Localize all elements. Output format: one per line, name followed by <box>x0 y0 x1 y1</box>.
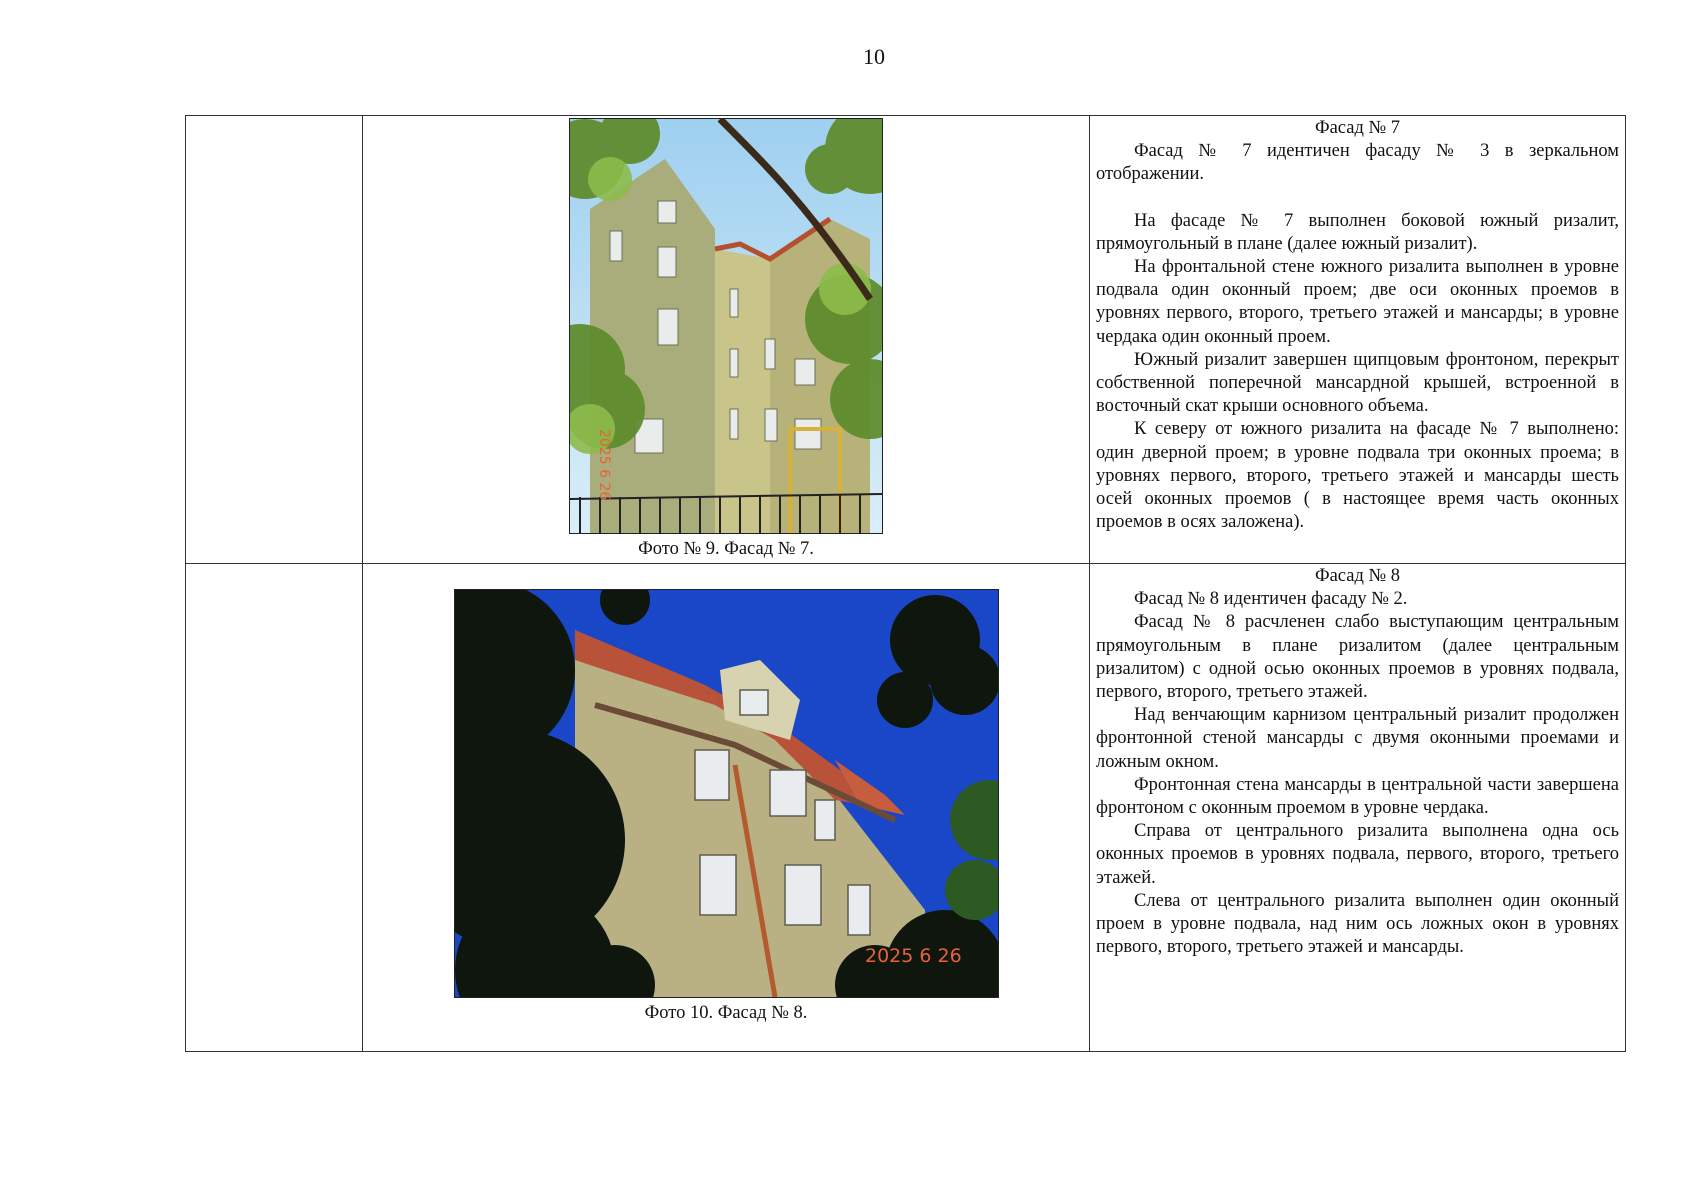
facade-7-photo <box>569 118 883 534</box>
paragraph: Южный ризалит завершен щипцовым фронтоном, перекрыт собственной поперечной мансардной крышей, встроенной в восточный скат крыши основного объема. <box>1096 349 1619 417</box>
paragraph: На фронтальной стене южного ризалита выполнен в уровне подвала один оконный проем; две оси оконных проемов в уровнях первого, второго, третьего этажей и мансарды; в уровне чердака один оконный проем. <box>1096 257 1619 347</box>
paragraph: Фасад № 8 расчленен слабо выступающим центральным прямоугольным в плане ризалитом (далее центральным ризалитом) с одной осью оконных проемов в уровнях подвала, первого, второго, третьего этажей. <box>1096 612 1619 703</box>
description-cell <box>1090 116 1626 564</box>
paragraph: Справа от центрального ризалита выполнена одна ось оконных проемов в уровнях подвала, первого, второго, третьего этажей. <box>1096 821 1619 888</box>
empty-cell <box>186 564 363 1052</box>
photo-caption: Фото № 9. Фасад № 7. <box>638 539 814 559</box>
paragraph: Слева от центрального ризалита выполнен один оконный проем в уровне подвала, над ним ось ложных окон в уровнях первого, второго, третьего этажей и мансарды. <box>1096 890 1619 958</box>
paragraph: Над венчающим карнизом центральный ризалит продолжен фронтонной стеной мансарды с двумя оконными проемами и ложным окном. <box>1096 705 1619 772</box>
facade-table <box>185 115 1626 1052</box>
photo-caption: Фото 10. Фасад № 8. <box>644 1003 808 1023</box>
facade-title: Фасад № 7 <box>1314 118 1401 138</box>
paragraph: На фасаде № 7 выполнен боковой южный ризалит, прямоугольный в плане (далее южный ризалит). <box>1096 210 1619 254</box>
paragraph: Фасад № 7 идентичен фасаду № 3 в зеркальном отображении. <box>1096 141 1619 185</box>
paragraph: К северу от южного ризалита на фасаде № 7 выполнено: один дверной проем; в уровне подвала три оконных проема; в уровнях первого, второго, третьего этажей и мансарды шесть осей оконных проемов ( в настоящее время часть оконных проемов в осях заложена). <box>1096 419 1619 533</box>
photo-cell <box>363 116 1090 564</box>
description-cell <box>1090 564 1626 1052</box>
photo-cell <box>363 564 1090 1052</box>
empty-cell <box>186 116 363 564</box>
paragraph: Фасад № 8 идентичен фасаду № 2. <box>1134 589 1408 610</box>
photo-date-stamp: 2025 6 26 <box>864 945 962 967</box>
table-row <box>186 116 1626 564</box>
paragraph: Фронтонная стена мансарды в центральной части завершена фронтоном с оконным проемом в уровне чердака. <box>1096 774 1619 819</box>
facade-8-photo <box>454 589 999 998</box>
facade-title: Фасад № 8 <box>1314 566 1401 586</box>
page-number: 10 <box>863 44 885 69</box>
table-row <box>186 564 1626 1052</box>
photo-date-stamp: 2025 6 26 <box>596 429 612 501</box>
